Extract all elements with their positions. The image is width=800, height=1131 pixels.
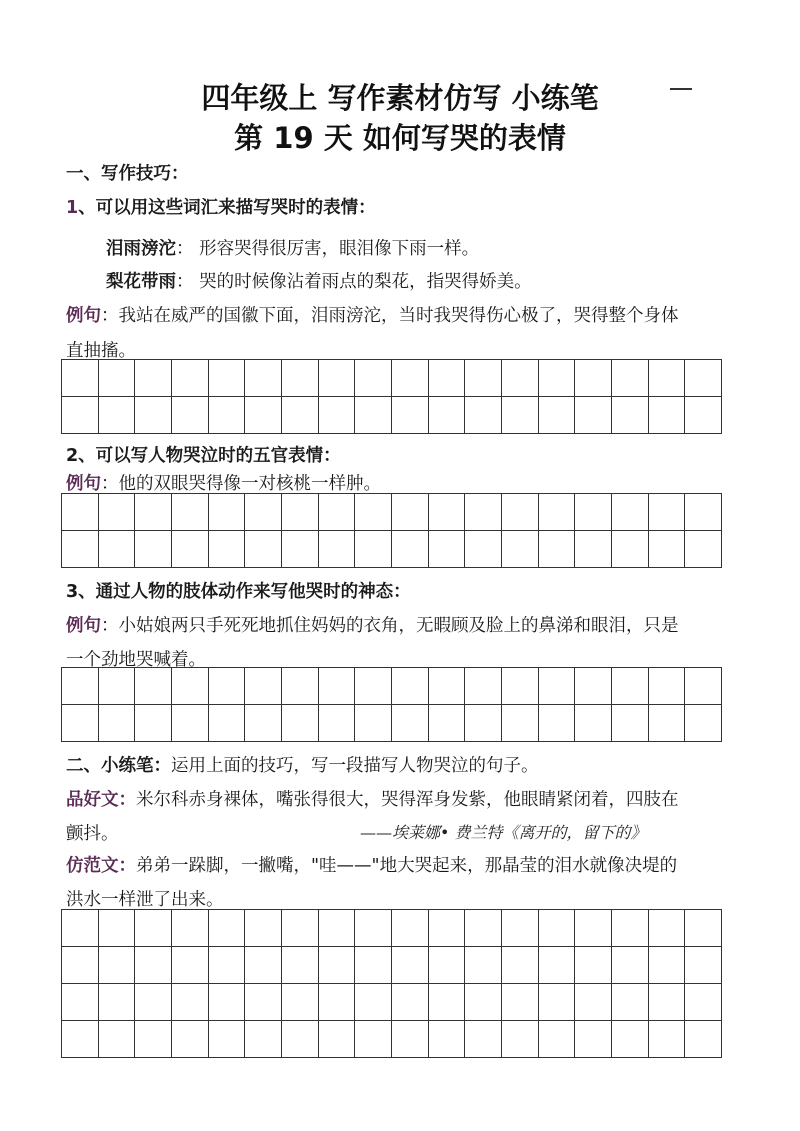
grid-cell[interactable]: [502, 705, 539, 742]
sub1-number: 1: [66, 198, 79, 218]
grid-cell[interactable]: [172, 668, 209, 705]
writing-grid-2[interactable]: [61, 493, 722, 568]
grid-cell[interactable]: [172, 984, 209, 1021]
grid-cell[interactable]: [612, 910, 649, 947]
grid-cell[interactable]: [465, 494, 502, 531]
grid-cell[interactable]: [282, 360, 319, 397]
grid-cell[interactable]: [135, 360, 172, 397]
grid-cell[interactable]: [612, 668, 649, 705]
grid-cell[interactable]: [135, 494, 172, 531]
grid-cell[interactable]: [319, 984, 356, 1021]
grid-cell[interactable]: [465, 668, 502, 705]
imitate-text: 弟弟一跺脚，一撇嘴，"哇——"地大哭起来，那晶莹的泪水就像决堤的: [136, 856, 678, 876]
grid-cell[interactable]: [539, 705, 576, 742]
grid-cell[interactable]: [465, 360, 502, 397]
grid-cell[interactable]: [135, 947, 172, 984]
grid-cell[interactable]: [245, 1021, 282, 1058]
grid-cell[interactable]: [502, 531, 539, 568]
grid-cell[interactable]: [392, 947, 429, 984]
grid-cell[interactable]: [99, 668, 136, 705]
grid-cell[interactable]: [319, 947, 356, 984]
grid-cell[interactable]: [612, 705, 649, 742]
grid-cell[interactable]: [685, 1021, 722, 1058]
grid-cell[interactable]: [649, 910, 686, 947]
grid-cell[interactable]: [612, 984, 649, 1021]
term-row: [106, 268, 532, 293]
grid-cell[interactable]: [209, 397, 246, 434]
term-row: [106, 235, 479, 260]
grid-cell[interactable]: [429, 910, 466, 947]
grid-cell[interactable]: [575, 360, 612, 397]
grid-cell[interactable]: [135, 397, 172, 434]
grid-cell[interactable]: [62, 705, 99, 742]
grid-cell[interactable]: [502, 397, 539, 434]
grid-cell[interactable]: [649, 397, 686, 434]
grid-cell[interactable]: [649, 705, 686, 742]
grid-cell[interactable]: [355, 705, 392, 742]
grid-cell[interactable]: [649, 360, 686, 397]
grid-cell[interactable]: [429, 397, 466, 434]
grid-cell[interactable]: [319, 668, 356, 705]
grid-cell[interactable]: [649, 494, 686, 531]
grid-cell[interactable]: [135, 910, 172, 947]
example-text: ：他的双眼哭得像一对核桃一样肿。: [101, 474, 381, 494]
grid-cell[interactable]: [465, 397, 502, 434]
grid-cell[interactable]: [62, 910, 99, 947]
grid-cell[interactable]: [685, 984, 722, 1021]
example2: [66, 470, 381, 495]
appreciate-label: 品好文：: [66, 790, 136, 810]
example1-line1: [66, 302, 679, 327]
grid-cell[interactable]: [282, 1021, 319, 1058]
grid-cell[interactable]: [282, 705, 319, 742]
grid-cell[interactable]: [209, 494, 246, 531]
grid-cell[interactable]: [319, 360, 356, 397]
grid-cell[interactable]: [99, 984, 136, 1021]
grid-cell[interactable]: [429, 494, 466, 531]
grid-cell[interactable]: [539, 1021, 576, 1058]
grid-cell[interactable]: [135, 705, 172, 742]
grid-cell[interactable]: [502, 668, 539, 705]
grid-cell[interactable]: [685, 397, 722, 434]
grid-cell[interactable]: [172, 397, 209, 434]
grid-cell[interactable]: [649, 531, 686, 568]
grid-cell[interactable]: [172, 531, 209, 568]
section2-heading-row: [66, 752, 539, 777]
grid-cell[interactable]: [502, 984, 539, 1021]
grid-cell[interactable]: [575, 910, 612, 947]
grid-cell[interactable]: [245, 360, 282, 397]
grid-cell[interactable]: [429, 1021, 466, 1058]
term-definition: 形容哭得很厉害，眼泪像下雨一样。: [199, 239, 480, 259]
grid-cell[interactable]: [575, 494, 612, 531]
grid-cell[interactable]: [62, 397, 99, 434]
grid-cell[interactable]: [319, 705, 356, 742]
grid-cell[interactable]: [685, 705, 722, 742]
writing-grid-4[interactable]: [61, 909, 722, 1058]
grid-cell[interactable]: [392, 984, 429, 1021]
grid-cell[interactable]: [465, 705, 502, 742]
grid-cell[interactable]: [429, 360, 466, 397]
imitate-line1: [66, 852, 677, 877]
grid-cell[interactable]: [99, 531, 136, 568]
grid-cell[interactable]: [685, 531, 722, 568]
page-title: 四年级上 写作素材仿写 小练笔: [201, 81, 599, 115]
example-label: 例句: [66, 616, 101, 636]
appreciate-line1: [66, 786, 679, 811]
grid-cell[interactable]: [209, 705, 246, 742]
grid-cell[interactable]: [62, 494, 99, 531]
term-sep: ：: [176, 272, 194, 292]
imitate-line2: 洪水一样泄了出来。: [66, 890, 224, 910]
grid-cell[interactable]: [319, 397, 356, 434]
grid-cell[interactable]: [355, 494, 392, 531]
grid-cell[interactable]: [172, 494, 209, 531]
grid-cell[interactable]: [245, 397, 282, 434]
grid-cell[interactable]: [62, 1021, 99, 1058]
grid-cell[interactable]: [649, 1021, 686, 1058]
grid-cell[interactable]: [649, 668, 686, 705]
term-definition: 哭的时候像沾着雨点的梨花，指哭得娇美。: [199, 272, 532, 292]
example-label: 例句: [66, 306, 101, 326]
grid-cell[interactable]: [502, 494, 539, 531]
grid-cell[interactable]: [502, 1021, 539, 1058]
sub1-heading-text: 、可以用这些词汇来描写哭时的表情：: [78, 198, 376, 218]
grid-cell[interactable]: [99, 705, 136, 742]
grid-cell[interactable]: [99, 494, 136, 531]
grid-cell[interactable]: [355, 1021, 392, 1058]
grid-cell[interactable]: [282, 947, 319, 984]
page-subtitle: 第 19 天 如何写哭的表情: [234, 121, 566, 155]
grid-cell[interactable]: [135, 531, 172, 568]
grid-cell[interactable]: [135, 1021, 172, 1058]
grid-cell[interactable]: [465, 1021, 502, 1058]
grid-cell[interactable]: [172, 947, 209, 984]
source-citation: ——埃莱娜• 费兰特《离开的，留下的》: [360, 823, 647, 842]
example3-line2: 一个劲地哭喊着。: [66, 650, 206, 670]
grid-cell[interactable]: [245, 910, 282, 947]
section2-heading: 二、小练笔：: [66, 756, 171, 776]
grid-cell[interactable]: [612, 397, 649, 434]
grid-cell[interactable]: [685, 494, 722, 531]
term-sep: ：: [176, 239, 194, 259]
grid-cell[interactable]: [539, 910, 576, 947]
grid-cell[interactable]: [355, 531, 392, 568]
grid-cell[interactable]: [282, 531, 319, 568]
grid-cell[interactable]: [429, 984, 466, 1021]
grid-cell[interactable]: [539, 494, 576, 531]
sub1-heading: [66, 194, 376, 219]
sub3-heading: 3、通过人物的肢体动作来写他哭时的神态：: [66, 582, 411, 602]
grid-cell[interactable]: [649, 947, 686, 984]
grid-cell[interactable]: [502, 910, 539, 947]
grid-cell[interactable]: [319, 910, 356, 947]
grid-cell[interactable]: [172, 1021, 209, 1058]
section2-instruction: 运用上面的技巧，写一段描写人物哭泣的句子。: [171, 756, 539, 776]
grid-cell[interactable]: [209, 668, 246, 705]
section1-heading: 一、写作技巧：: [66, 164, 189, 184]
grid-cell[interactable]: [62, 360, 99, 397]
grid-cell[interactable]: [649, 984, 686, 1021]
grid-cell[interactable]: [575, 397, 612, 434]
grid-cell[interactable]: [539, 984, 576, 1021]
grid-cell[interactable]: [685, 947, 722, 984]
grid-cell[interactable]: [355, 947, 392, 984]
grid-cell[interactable]: [685, 910, 722, 947]
grid-cell[interactable]: [62, 947, 99, 984]
grid-cell[interactable]: [282, 668, 319, 705]
grid-cell[interactable]: [429, 531, 466, 568]
grid-cell[interactable]: [282, 910, 319, 947]
appreciate-text: 米尔科赤身裸体，嘴张得很大，哭得浑身发紫，他眼睛紧闭着，四肢在: [136, 790, 679, 810]
decorative-dash: [670, 88, 692, 90]
grid-cell[interactable]: [245, 984, 282, 1021]
grid-cell[interactable]: [539, 360, 576, 397]
grid-cell[interactable]: [685, 360, 722, 397]
grid-cell[interactable]: [575, 984, 612, 1021]
grid-cell[interactable]: [465, 947, 502, 984]
grid-cell[interactable]: [429, 668, 466, 705]
grid-cell[interactable]: [62, 668, 99, 705]
term-word: 泪雨滂沱: [106, 239, 176, 259]
grid-cell[interactable]: [135, 984, 172, 1021]
grid-cell[interactable]: [392, 1021, 429, 1058]
example3-line1: [66, 612, 679, 637]
grid-cell[interactable]: [355, 360, 392, 397]
grid-cell[interactable]: [392, 910, 429, 947]
example-text: ：小姑娘两只手死死地抓住妈妈的衣角，无暇顾及脸上的鼻涕和眼泪，只是: [101, 616, 679, 636]
grid-cell[interactable]: [575, 705, 612, 742]
grid-cell[interactable]: [209, 947, 246, 984]
grid-cell[interactable]: [319, 531, 356, 568]
grid-cell[interactable]: [282, 494, 319, 531]
grid-cell[interactable]: [575, 668, 612, 705]
grid-cell[interactable]: [612, 494, 649, 531]
grid-cell[interactable]: [539, 668, 576, 705]
grid-cell[interactable]: [99, 397, 136, 434]
grid-cell[interactable]: [319, 494, 356, 531]
grid-cell[interactable]: [209, 910, 246, 947]
appreciate-line2: 颤抖。: [66, 824, 119, 844]
writing-grid-1[interactable]: [61, 359, 722, 434]
grid-cell[interactable]: [355, 984, 392, 1021]
grid-cell[interactable]: [62, 984, 99, 1021]
grid-cell[interactable]: [392, 668, 429, 705]
grid-cell[interactable]: [319, 1021, 356, 1058]
imitate-label: 仿范文：: [66, 856, 136, 876]
example-text: ：我站在威严的国徽下面，泪雨滂沱，当时我哭得伤心极了，哭得整个身体: [101, 306, 679, 326]
grid-cell[interactable]: [465, 984, 502, 1021]
grid-cell[interactable]: [612, 360, 649, 397]
grid-cell[interactable]: [99, 360, 136, 397]
grid-cell[interactable]: [539, 531, 576, 568]
grid-cell[interactable]: [99, 947, 136, 984]
grid-cell[interactable]: [245, 705, 282, 742]
example-label: 例句: [66, 474, 101, 494]
grid-cell[interactable]: [172, 705, 209, 742]
grid-cell[interactable]: [612, 531, 649, 568]
grid-cell[interactable]: [392, 397, 429, 434]
grid-cell[interactable]: [282, 397, 319, 434]
grid-cell[interactable]: [355, 668, 392, 705]
grid-cell[interactable]: [209, 531, 246, 568]
grid-cell[interactable]: [62, 531, 99, 568]
grid-cell[interactable]: [575, 947, 612, 984]
grid-cell[interactable]: [99, 1021, 136, 1058]
grid-cell[interactable]: [245, 494, 282, 531]
grid-cell[interactable]: [429, 947, 466, 984]
grid-cell[interactable]: [502, 360, 539, 397]
writing-grid-3[interactable]: [61, 667, 722, 742]
grid-cell[interactable]: [612, 1021, 649, 1058]
grid-cell[interactable]: [355, 397, 392, 434]
grid-cell[interactable]: [685, 668, 722, 705]
grid-cell[interactable]: [539, 397, 576, 434]
grid-cell[interactable]: [209, 984, 246, 1021]
grid-cell[interactable]: [392, 360, 429, 397]
sub2-heading: 2、可以写人物哭泣时的五官表情：: [66, 446, 341, 466]
grid-cell[interactable]: [172, 360, 209, 397]
grid-cell[interactable]: [502, 947, 539, 984]
grid-cell[interactable]: [429, 705, 466, 742]
grid-cell[interactable]: [135, 668, 172, 705]
grid-cell[interactable]: [245, 531, 282, 568]
grid-cell[interactable]: [465, 531, 502, 568]
grid-cell[interactable]: [99, 910, 136, 947]
grid-cell[interactable]: [392, 705, 429, 742]
grid-cell[interactable]: [612, 947, 649, 984]
example1-line2: 直抽搐。: [66, 341, 136, 361]
term-word: 梨花带雨: [106, 272, 176, 292]
grid-cell[interactable]: [392, 531, 429, 568]
grid-cell[interactable]: [245, 668, 282, 705]
grid-cell[interactable]: [209, 1021, 246, 1058]
grid-cell[interactable]: [465, 910, 502, 947]
grid-cell[interactable]: [282, 984, 319, 1021]
grid-cell[interactable]: [392, 494, 429, 531]
grid-cell[interactable]: [575, 1021, 612, 1058]
grid-cell[interactable]: [575, 531, 612, 568]
grid-cell[interactable]: [172, 910, 209, 947]
grid-cell[interactable]: [245, 947, 282, 984]
grid-cell[interactable]: [209, 360, 246, 397]
grid-cell[interactable]: [539, 947, 576, 984]
grid-cell[interactable]: [355, 910, 392, 947]
